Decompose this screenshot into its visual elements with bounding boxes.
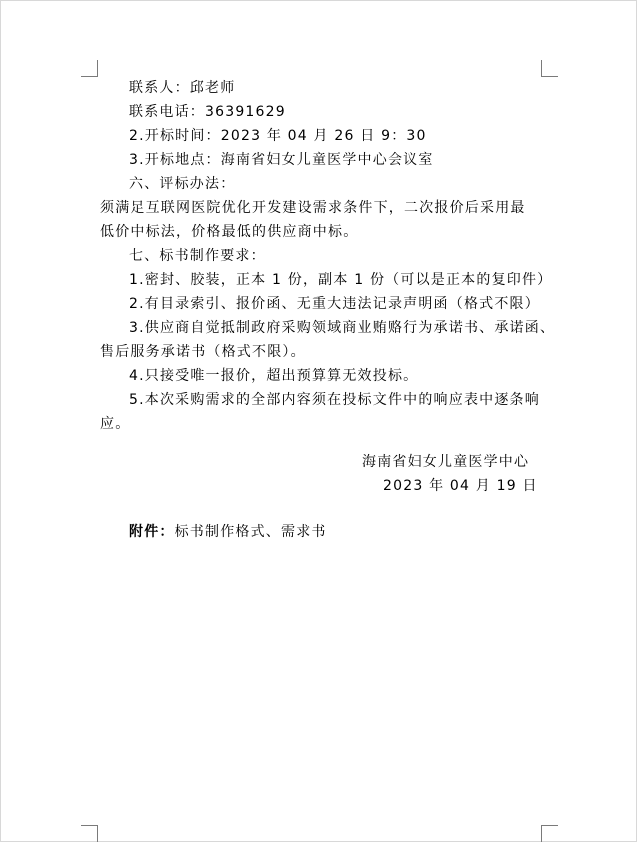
signature-date: 2023 年 04 月 19 日 xyxy=(383,478,538,494)
opening-location: 3.开标地点：海南省妇女儿童医学中心会议室 xyxy=(129,152,434,168)
contact-phone: 联系电话：36391629 xyxy=(129,104,286,120)
crop-mark-bottom-right xyxy=(541,825,558,842)
section-heading-evaluation: 六、评标办法： xyxy=(129,176,236,192)
requirement-item-5-line-1: 5.本次采购需求的全部内容须在投标文件中的响应表中逐条响 xyxy=(129,392,540,408)
section-heading-requirements: 七、标书制作要求： xyxy=(129,248,266,264)
evaluation-text-line-2: 低价中标法，价格最低的供应商中标。 xyxy=(100,224,359,240)
evaluation-text-line-1: 须满足互联网医院优化开发建设需求条件下，二次报价后采用最 xyxy=(100,200,526,216)
requirement-item-5-line-2: 应。 xyxy=(100,416,131,432)
requirement-item-3-line-2: 售后服务承诺书（格式不限）。 xyxy=(100,344,306,360)
contact-person: 联系人：邱老师 xyxy=(129,80,236,96)
requirement-item-4: 4.只接受唯一报价，超出预算算无效投标。 xyxy=(129,368,419,384)
crop-mark-top-left xyxy=(81,60,98,77)
requirement-item-3-line-1: 3.供应商自觉抵制政府采购领域商业贿赂行为承诺书、承诺函、 xyxy=(129,320,556,336)
signature-organization: 海南省妇女儿童医学中心 xyxy=(362,454,530,470)
requirement-item-2: 2.有目录索引、报价函、无重大违法记录声明函（格式不限） xyxy=(129,296,540,312)
attachment xyxy=(129,522,327,542)
requirement-item-1: 1.密封、胶装，正本 1 份，副本 1 份（可以是正本的复印件） xyxy=(129,272,553,288)
attachment-text: 标书制作格式、需求书 xyxy=(174,524,327,540)
crop-mark-top-right xyxy=(541,60,558,77)
attachment-label: 附件： xyxy=(129,524,175,540)
opening-time: 2.开标时间：2023 年 04 月 26 日 9：30 xyxy=(129,128,427,144)
crop-mark-bottom-left xyxy=(81,825,98,842)
